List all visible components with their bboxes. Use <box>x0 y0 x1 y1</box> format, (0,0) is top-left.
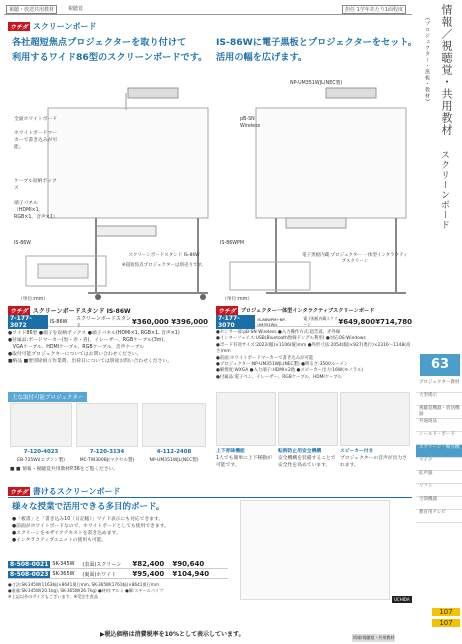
plan-drawing-left <box>18 250 118 298</box>
callout-marker: ホワイトボードマーカーで書き込みが可能。 <box>14 131 58 150</box>
product-price: ¥360,000 <box>132 318 169 326</box>
product-price-tax: ¥714,780 <box>375 318 413 326</box>
sidebar-nav <box>416 380 462 523</box>
board-photo <box>240 500 390 600</box>
product-desc: スクリーンボードスタンド <box>75 316 131 329</box>
product-price: ¥82,400 <box>132 560 165 568</box>
product-number: 7-177-3070 <box>216 315 255 329</box>
brand-logo: ウチダ <box>10 23 28 31</box>
sidebar-item-active[interactable]: スクリーン・映写機 <box>416 445 462 458</box>
lead-line: 各社超短焦点プロジェクターを取り付けて <box>12 37 187 48</box>
page-ref: 107 <box>432 608 460 616</box>
desc-line: ●ワイド86型 ●端子を収納ボックス ●端子パネル(HDMI×1, RGB×1, 音声×1) <box>8 331 180 336</box>
product-desc: 電子黒板内蔵スクリーン <box>303 316 338 327</box>
caption-note: ※超短焦点プロジェクターは別売りです。 <box>121 263 207 268</box>
feature-lift: 上下昇降機能 <box>216 449 245 454</box>
section-projectors: 主な取付可能プロジェクター <box>8 392 87 402</box>
desc-line: ●センサー部:pB-SN Wireless ●入力操作方式:超音波、赤外線 <box>216 330 341 335</box>
sidebar-subtitle: (プロジェクター・黒板・教材) <box>424 18 430 102</box>
product-desc: (裏面)ホワイト <box>82 571 117 578</box>
desc-line: ●前面:ホワイトボードマーカーで書き込みが可能 <box>216 355 314 361</box>
sidebar-item[interactable]: シールド・ボード <box>416 432 462 445</box>
product-title-2 <box>216 305 374 315</box>
projector-name-1: EB-725Wi(エプソン製) <box>17 458 65 463</box>
desc-line: ●付属品:ボードマーカー(黒・赤・青)、イレーザー、RGBケーブル(3m)、 <box>8 338 169 343</box>
product-row-2[interactable] <box>216 315 413 329</box>
bullet: ●「板書」と「書き込み10（日記帳）」ワイド表示にも対応できます。 <box>12 517 164 522</box>
product-code: SK-345W <box>52 561 75 567</box>
sidebar-item[interactable]: 教育用テレビ <box>416 510 462 523</box>
sidebar <box>414 0 462 644</box>
top-bar <box>4 4 412 15</box>
section-header <box>8 20 97 32</box>
feature-speaker-desc: プロジェクターの音声が出力されます。 <box>340 456 407 468</box>
section-title: 書けるスクリーンボード <box>32 487 121 496</box>
product-price: ¥649,800 <box>338 318 376 326</box>
product-price: ¥95,400 <box>132 570 165 578</box>
page-ref-2: 107 <box>432 619 460 627</box>
feature-safety-desc: 安全機構を装備することで安全性を高めています。 <box>278 456 336 468</box>
sidebar-item[interactable]: 共通商品 <box>416 419 462 432</box>
projector-photo-2 <box>76 403 138 447</box>
desc-line: ●ボード有効サイズ:2022(幅)×1106(縦)mm ●外形寸法:2054(幅)×927(奥行)×2316～1148(高さ)mm <box>216 342 411 355</box>
sidebar-item[interactable]: 空間機器 <box>416 497 462 510</box>
lead-text-right <box>216 35 417 65</box>
sidebar-item[interactable]: 視聴覚機器・放送機器 <box>416 406 462 419</box>
desc-line: ●取付可能プロジェクターについてはお問い合わせください。 <box>8 352 142 357</box>
spec-line: ※上記以外のサイズもございます。※受注生産品 <box>8 594 99 599</box>
projector-num-1: 7-120-4023 <box>23 449 59 455</box>
projector-num-2: 7-120-3134 <box>89 449 125 455</box>
sidebar-title: 情報／視聴覚・共用教材 <box>440 4 453 136</box>
product-price-tax: ¥90,640 <box>172 560 205 568</box>
spec-line: ●寸法:SK-345W(1163幅)×8641奥行mm, SK-365W(1761幅)×8641奥行mm <box>8 582 159 587</box>
product-desc: (表面)スクリーン <box>82 561 122 568</box>
desc-line: ●インターフェイス:USB(Bluetooth無線ドングル利用) ●対応OS:Windows <box>216 336 366 342</box>
unit-label-right: （単位:mm） <box>222 297 253 302</box>
sidebar-item[interactable]: 大型掲示 <box>416 393 462 406</box>
model-label-left: IS-86W <box>14 241 32 246</box>
product-price-tax: ¥396,000 <box>171 318 208 326</box>
projector-name-2: MC-TW300BJ(マクセル製) <box>79 458 135 463</box>
subcategory-tag: 視聴覚 <box>68 6 84 12</box>
sec3-specs <box>8 582 236 600</box>
callout-projector: NP-UM351WJL(NEC製) <box>290 81 343 86</box>
lead-line: 利用するワイド86型のスクリーンボードです。 <box>12 52 208 63</box>
photo-safety <box>278 392 338 446</box>
bullet: ●前面がホワイトボードなので、ホワイトボードとしても使用できます。 <box>12 524 169 529</box>
product-title-1 <box>8 305 131 315</box>
feature-safety: 転倒防止用安全機構 <box>278 449 322 454</box>
photo-speaker <box>340 392 410 446</box>
product-number: 7-177-3072 <box>8 315 48 329</box>
callout-terminal: 端子パネル（HDMI×1、RGB×1、音声×1） <box>14 201 58 220</box>
unit-label-left: （単位:mm） <box>18 297 49 302</box>
lead-text-left <box>12 35 207 65</box>
sidebar-item[interactable]: ソフト <box>416 484 462 497</box>
footer-tag: 情報/視聴覚・共用教材 <box>353 635 395 640</box>
product-name: スクリーンボードスタンド IS-86W <box>32 307 131 315</box>
product-row-4[interactable] <box>8 570 228 579</box>
sidebar-item[interactable]: 拡声器 <box>416 471 462 484</box>
brand-badge: UCHIDA <box>394 597 410 602</box>
lead-line: IS-86Wに電子黒板とプロジェクターをセット。 <box>216 37 417 48</box>
sec3-bullets <box>12 516 212 544</box>
product-row-3[interactable] <box>8 560 228 569</box>
desc-line: ■納品 ■要別途組立作業費、出荷日については別途お問い合わせください。 <box>8 359 172 364</box>
bullet: ●スクリーンをモザイクテキストを書き込めます。 <box>12 531 121 536</box>
product-desc-2 <box>216 330 412 381</box>
product-name: プロジェクター一体型インタラクティブスクリーンボード <box>240 307 375 314</box>
lead-sec3: 様々な授業で活用できる多目的ボード。 <box>12 502 165 512</box>
sidebar-item[interactable]: プロジェクター教材 <box>416 380 462 393</box>
caption-stand: スクリーンボードスタンド IS-86W <box>128 253 200 258</box>
feature-speaker: スピーカー付き <box>340 449 374 454</box>
projector-name-3: NP-UM351WJL(NEC製) <box>149 458 199 463</box>
lead-line: 活用の幅を広げます。 <box>216 52 308 63</box>
spec-line: ●重量:SK-345W(20.1kg), SK-365W(26.7kg) ●材料:アルミ ●脚:スチールパイプ <box>8 588 164 593</box>
model-label-right: IS-86WPM <box>220 241 245 246</box>
product-code: SK-365W <box>52 571 75 577</box>
product-row-1[interactable] <box>8 315 208 329</box>
sidebar-section: スクリーンボード <box>439 150 449 230</box>
product-price-tax: ¥104,940 <box>172 570 210 578</box>
product-desc-1 <box>8 330 212 365</box>
desc-line: ●解像度:WXGA ●入力端子:HDMI×2他 ●スピーカー出力:16W(モノラル) <box>216 368 364 374</box>
brand-logo: ウチダ <box>10 307 28 315</box>
desc-line: VGAケーブル、HDMIケーブル、RGBケーブル、音声ケーブル <box>8 345 145 350</box>
callout-whiteboard: 全面ホワイトボード <box>14 117 58 122</box>
desc-line: ●プロジェクター:NP-UM351WJL(NEC製) ●明るさ:3500ルーメン <box>216 362 349 368</box>
product-number: 8-508-0023 <box>10 570 49 578</box>
product-number: 8-508-0021 <box>10 560 49 568</box>
product-code: IS-86W <box>49 319 68 325</box>
photo-lift <box>216 392 276 446</box>
callout-sensor: pB-SN Wireless <box>240 117 261 129</box>
quantity-tag: 担任 1学年あたり1面程度 <box>342 5 406 14</box>
callout-cable-box: ケーブル収納ボックス <box>14 179 57 191</box>
sidebar-item[interactable]: マイク <box>416 458 462 471</box>
section-header-3 <box>8 486 412 498</box>
page-number: 63 <box>420 354 460 376</box>
desc-line: ●付属品:電子ペン、イレーザー、RGBケーブル、HDMIケーブル <box>216 374 342 380</box>
footer-note: ▶税込価格は消費税率を10%として表示しています。 <box>100 631 245 638</box>
projector-photo-1 <box>10 403 72 447</box>
projector-note: ■ ■ 情報・視聴覚共用教材P.36をご覧ください。 <box>10 467 119 472</box>
projector-photo-3 <box>142 403 206 447</box>
bullet: ●インタラクティブユニットの使用も可能。 <box>12 538 107 543</box>
feature-lift-desc: 1人でも簡単に上下移動が可能です。 <box>216 456 272 468</box>
brand-logo: ウチダ <box>218 307 236 315</box>
caption-interactive: 電子黒板内蔵 プロジェクター 一体型インタラクティブスクリーン <box>302 253 408 264</box>
product-code: IS-86WPM+NP-UM351WJL <box>257 317 287 327</box>
section-title: スクリーンボード <box>32 21 97 31</box>
brand-logo: ウチダ <box>10 489 28 496</box>
category-tag: 視聴・放送共用教材 <box>6 5 57 14</box>
plan-drawing-right <box>222 258 322 298</box>
projector-num-3: 4-112-2408 <box>156 449 192 455</box>
